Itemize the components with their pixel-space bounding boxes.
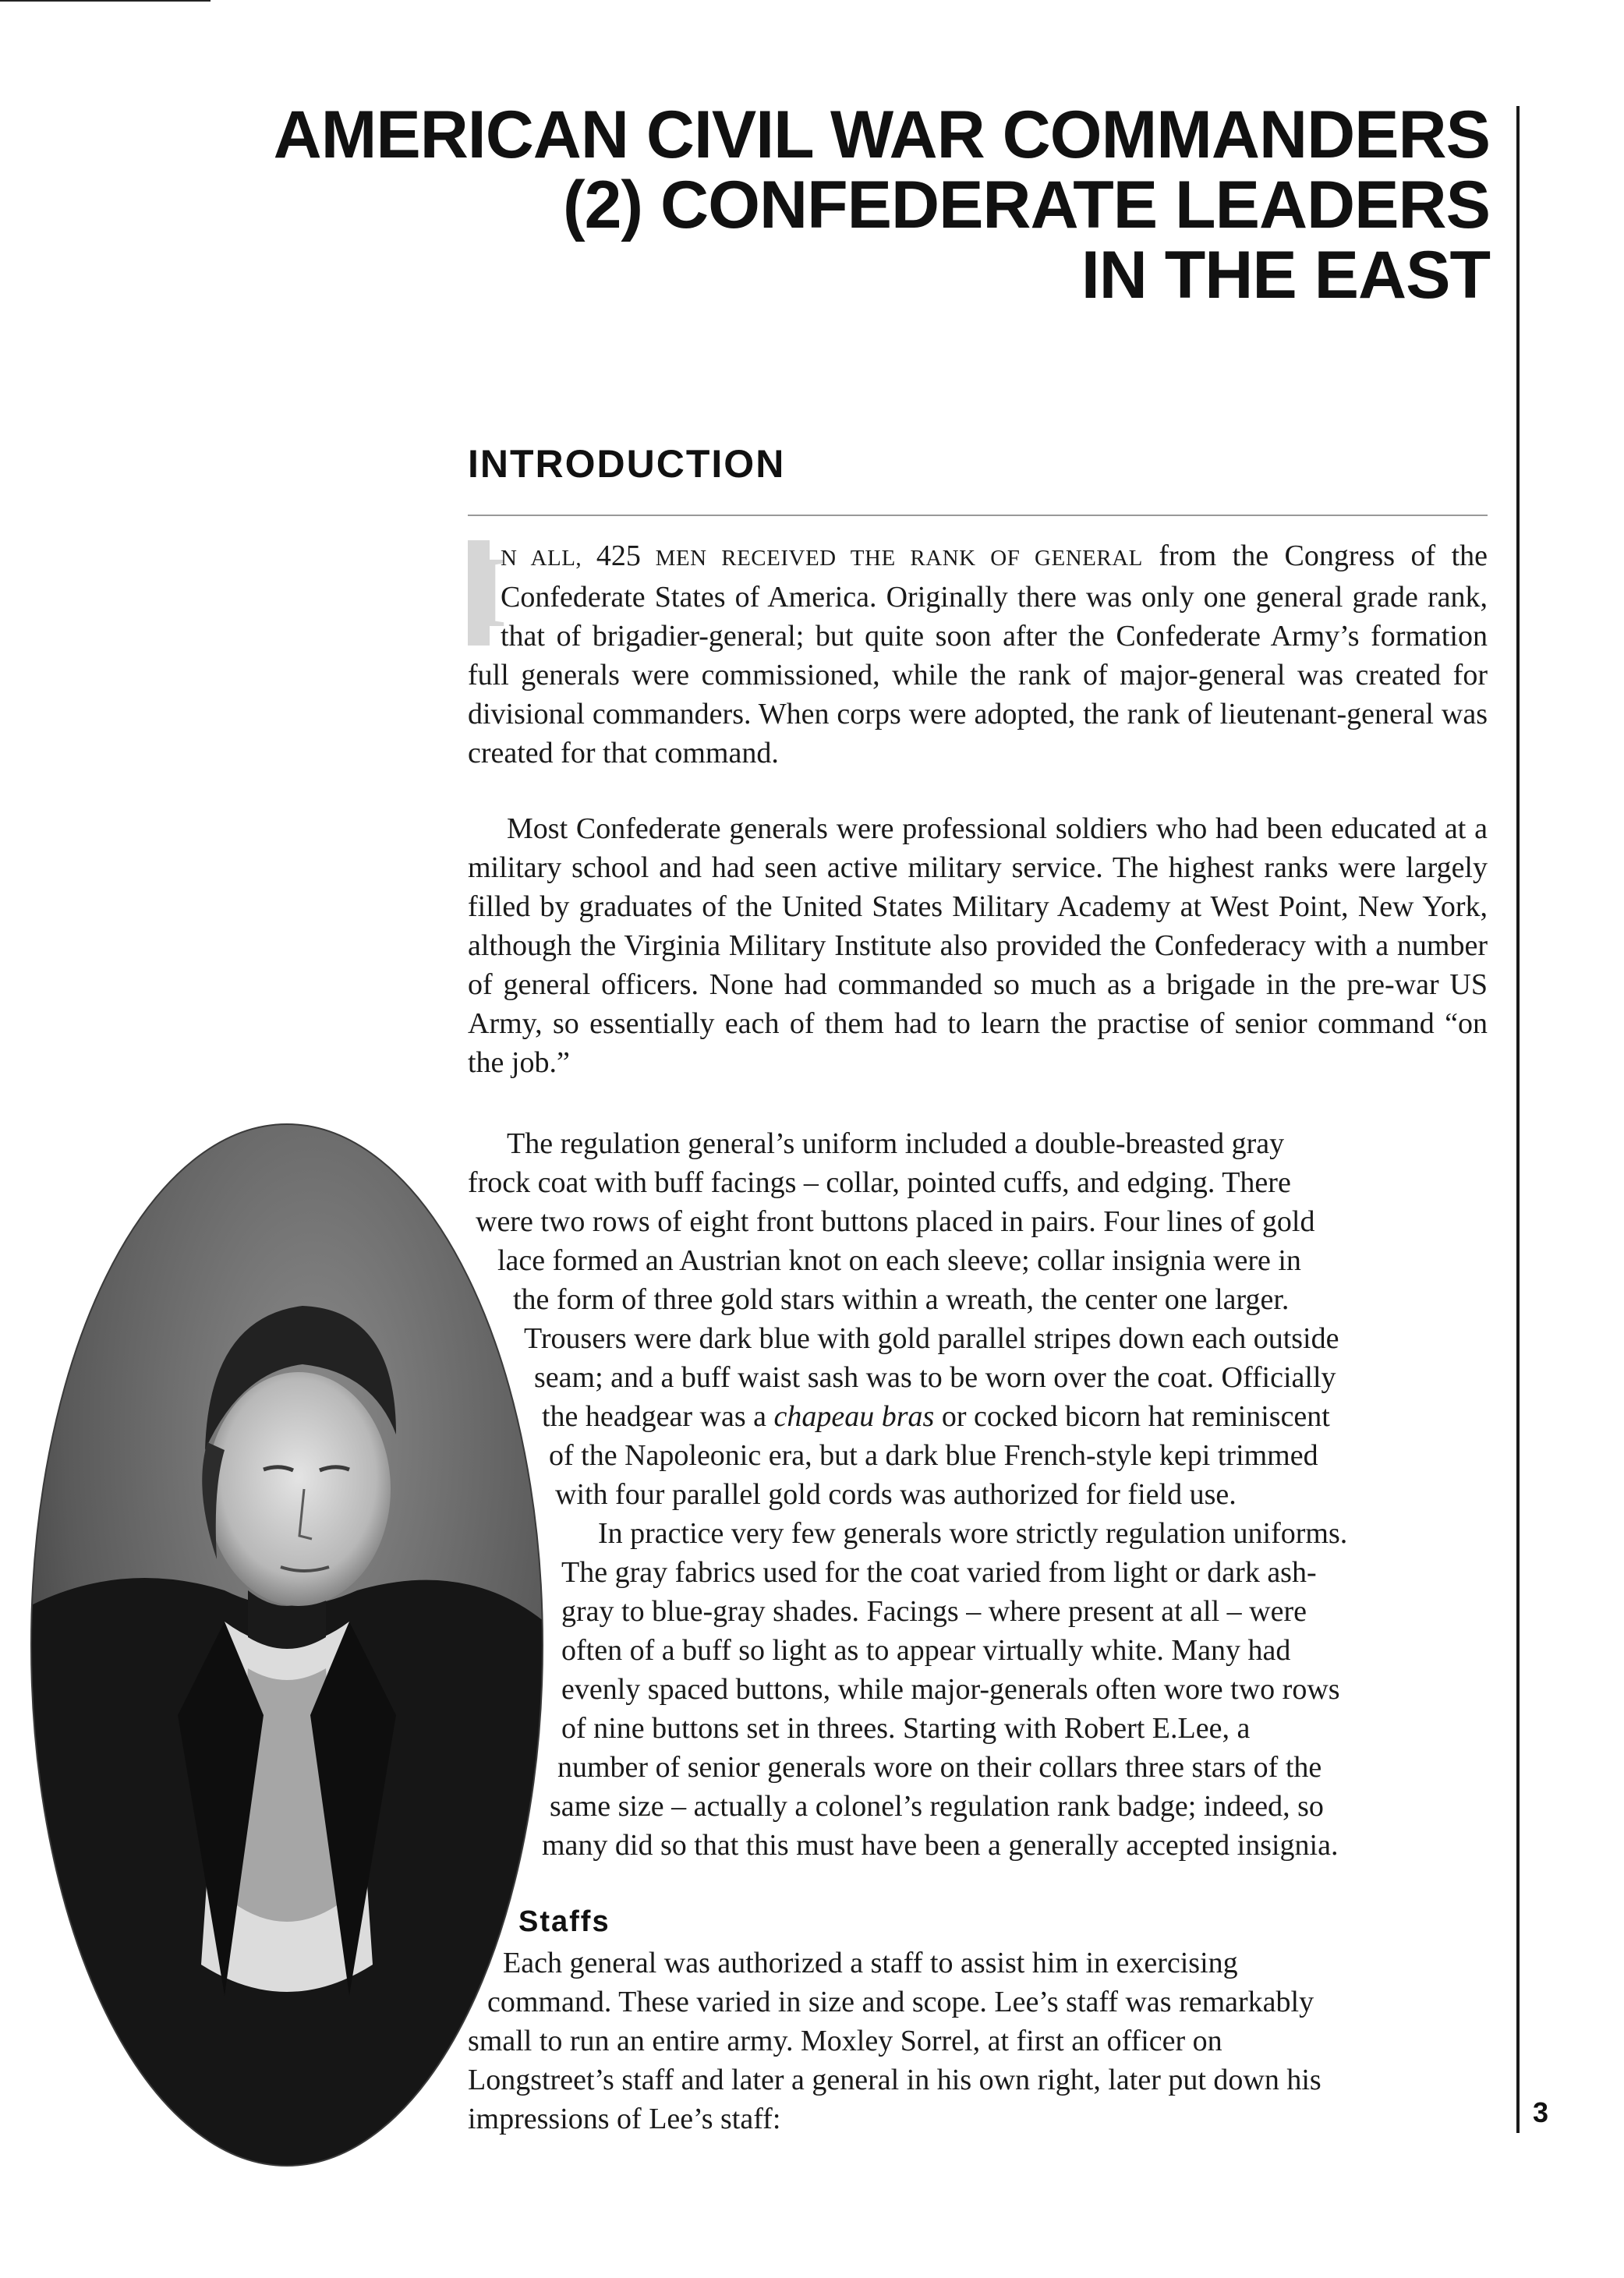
- p1-smallcaps-lead: N ALL,: [501, 546, 596, 571]
- p3-line8-italic: chapeau bras: [773, 1400, 935, 1433]
- p3-line: seam; and a buff waist sash was to be worn over the coat. Officially: [534, 1361, 1336, 1394]
- staffs-line: impressions of Lee’s staff:: [468, 2103, 781, 2135]
- introduction-heading: INTRODUCTION: [468, 442, 786, 486]
- p3-line: The regulation general’s uniform included a double-breasted gray: [507, 1127, 1285, 1160]
- drop-cap-spacer: [468, 536, 508, 653]
- p1-smallcaps-lead-2: MEN RECEIVED THE RANK OF GENERAL: [640, 546, 1143, 571]
- p3-line: the form of three gold stars within a wreath, the center one larger.: [513, 1283, 1290, 1316]
- p3-line: with four parallel gold cords was authorized for field use.: [555, 1478, 1237, 1511]
- portrait-photo: [30, 1123, 544, 2167]
- p3-line8-before: the headgear was a: [542, 1400, 774, 1433]
- p3-line: frock coat with buff facings – collar, pointed cuffs, and edging. There: [468, 1166, 1291, 1199]
- p4-line: same size – actually a colonel’s regulation rank badge; indeed, so: [550, 1790, 1324, 1823]
- p4-line: evenly spaced buttons, while major-generals often wore two rows: [561, 1673, 1340, 1706]
- staffs-line: small to run an entire army. Moxley Sorrel, at first an officer on: [468, 2025, 1222, 2057]
- p4-line: In practice very few generals wore strictly regulation uniforms.: [598, 1517, 1348, 1550]
- staffs-line: Longstreet’s staff and later a general in his own right, later put down his: [468, 2064, 1321, 2096]
- staffs-line: Each general was authorized a staff to assist him in exercising: [503, 1947, 1238, 1979]
- p4-line: number of senior generals wore on their collars three stars of the: [557, 1751, 1322, 1784]
- p4-line: The gray fabrics used for the coat varied from light or dark ash-: [561, 1556, 1317, 1589]
- p4-line: gray to blue-gray shades. Facings – where present at all – were: [561, 1595, 1307, 1628]
- p3-line: [542, 1397, 1488, 1436]
- page-number: 3: [1533, 2096, 1549, 2128]
- page-title: [55, 97, 1490, 313]
- p4-line: of nine buttons set in threes. Starting with Robert E.Lee, a: [561, 1712, 1251, 1745]
- p4-line: many did so that this must have been a generally accepted insignia.: [542, 1829, 1339, 1862]
- heading-divider: [468, 515, 1488, 516]
- p4-line: often of a buff so light as to appear virtually white. Many had: [561, 1634, 1291, 1667]
- p3-line8-after: or cocked bicorn hat reminiscent: [934, 1400, 1330, 1433]
- p1-body: from the Congress of the Confederate States of America. Originally there was only one general grade rank, that of brigadier-general; but quite soon after the Confederate Army’s formation full generals were commissioned, while the rank of major-general was created for divisional commanders. When corps were adopted, the rank of lieutenant-general was created for that command.: [468, 539, 1488, 769]
- intro-paragraph-2: Most Confederate generals were professional soldiers who had been educated at a military school and had seen active military service. The highest ranks were largely filled by graduates of the United States Military Academy at West Point, New York, although the Virginia Military Institute also provided the Confederacy with a number of general officers. None had commanded so much as a brigade in the pre-war US Army, so essentially each of them had to learn the practise of senior command “on the job.”: [468, 812, 1488, 1079]
- intro-paragraph-1: [468, 536, 1488, 773]
- title-line-2: (2) CONFEDERATE LEADERS: [562, 168, 1490, 242]
- p3-line: lace formed an Austrian knot on each sleeve; collar insignia were in: [497, 1244, 1301, 1277]
- staffs-heading: Staffs: [518, 1905, 610, 1938]
- p1-number: 425: [596, 539, 641, 572]
- right-margin-rule: [1516, 106, 1520, 2133]
- title-line-1: AMERICAN CIVIL WAR COMMANDERS: [273, 97, 1490, 172]
- staffs-line: command. These varied in size and scope. Lee’s staff was remarkably: [487, 1986, 1314, 2018]
- drop-cap-letter: I: [468, 536, 508, 649]
- title-line-3: IN THE EAST: [1081, 238, 1490, 313]
- top-left-rule: [0, 0, 211, 2]
- p3-line: were two rows of eight front buttons placed in pairs. Four lines of gold: [476, 1205, 1315, 1238]
- p3-line: Trousers were dark blue with gold parallel stripes down each outside: [524, 1322, 1339, 1355]
- p3-line: of the Napoleonic era, but a dark blue French-style kepi trimmed: [549, 1439, 1318, 1472]
